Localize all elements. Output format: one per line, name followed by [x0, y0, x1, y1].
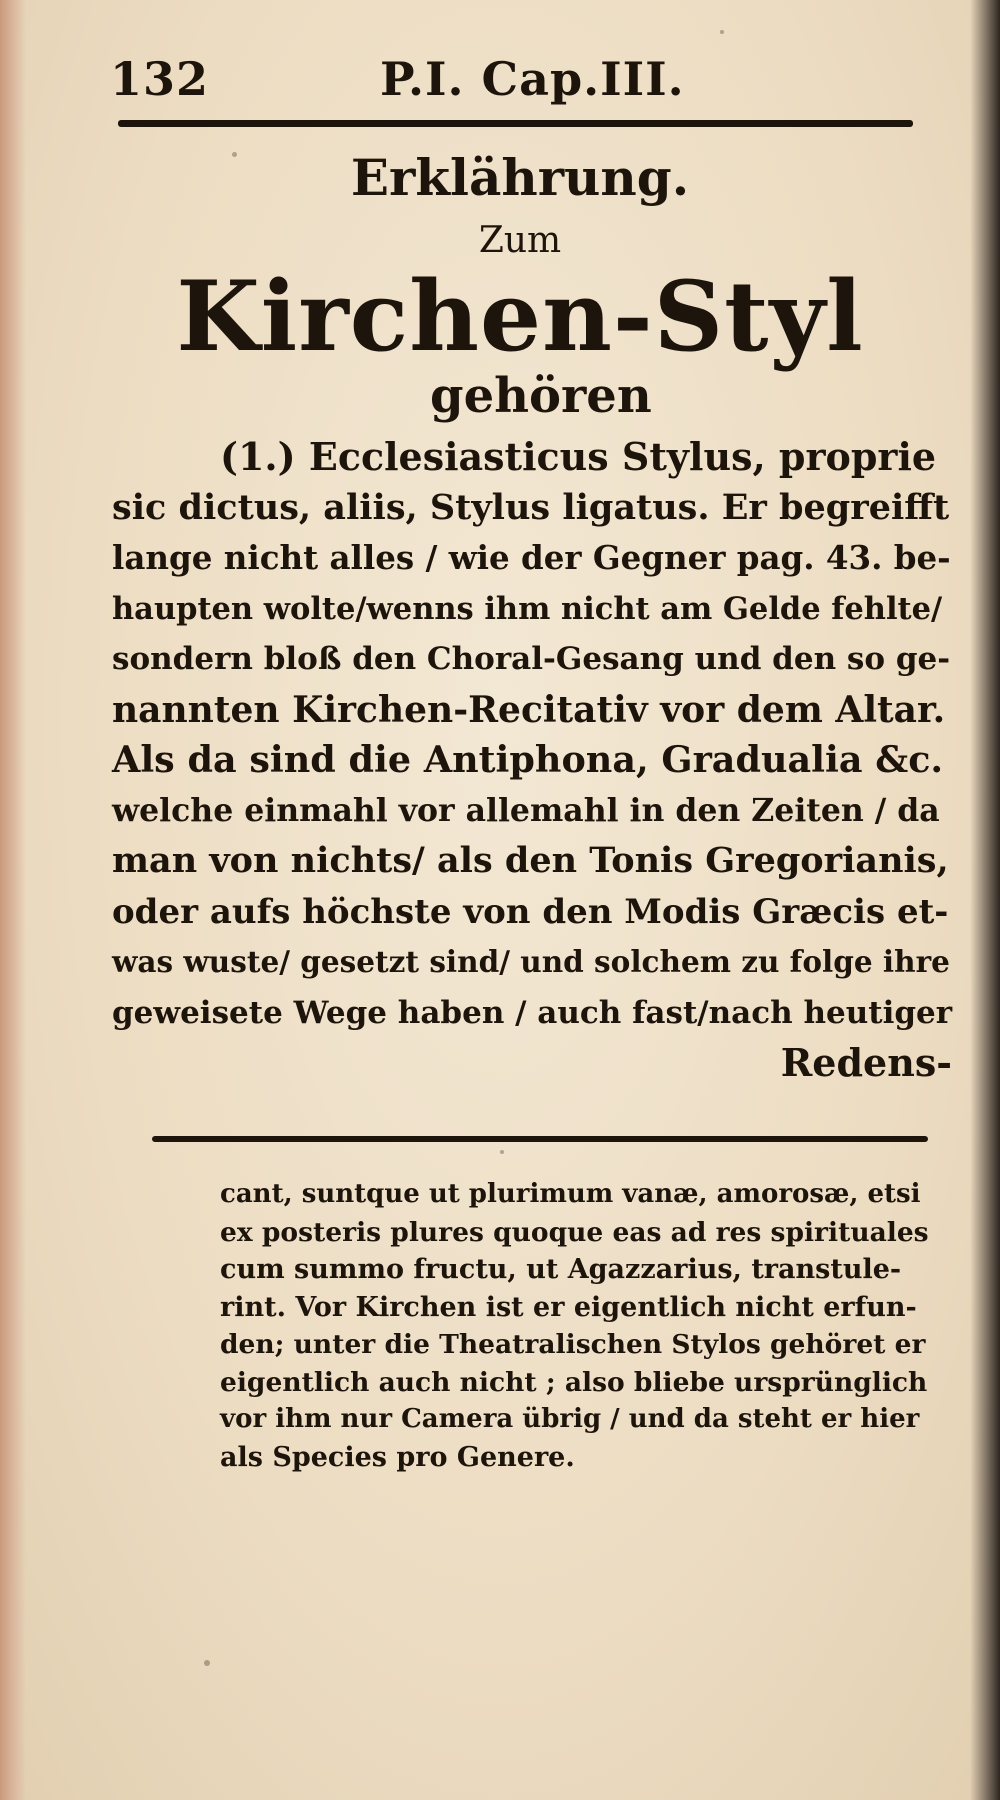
heading-title: Erklährung. — [350, 148, 690, 207]
running-head: P.I. Cap.III. — [380, 52, 685, 106]
body-line: Als da sind die Antiphona, Gradualia &c. — [112, 738, 944, 781]
header-rule — [118, 120, 913, 127]
body-line: (1.) Ecclesiasticus Stylus, proprie — [220, 434, 937, 479]
footnote-line: cum summo fructu, ut Agazzarius, transtule- — [220, 1254, 902, 1285]
footnote-line: rint. Vor Kirchen ist er eigentlich nicht erfun- — [220, 1291, 917, 1323]
body-text — [112, 432, 952, 1089]
paper-speck — [500, 1150, 504, 1154]
footnote-line: ex posteris plures quoque eas ad res spirituales — [220, 1216, 929, 1248]
body-line: was wuste/ gesetzt sind/ und solchem zu folge ihre — [112, 944, 950, 979]
paper-speck — [232, 152, 237, 157]
footnote-line: den; unter die Theatralischen Stylos gehöret er — [220, 1329, 926, 1360]
body-line: welche einmahl vor allemahl in den Zeiten / da — [112, 791, 940, 829]
body-line: nannten Kirchen-Recitativ vor dem Altar. — [112, 688, 946, 731]
body-line: lange nicht alles / wie der Gegner pag. 43. be- — [112, 538, 951, 577]
body-line: sondern bloß den Choral-Gesang und den so ge- — [112, 641, 951, 677]
heading-sub: Zum — [478, 220, 562, 261]
page-number: 132 — [110, 52, 210, 106]
footnote-rule — [152, 1136, 928, 1142]
page-left-edge — [0, 0, 26, 1800]
footnote-line: vor ihm nur Camera übrig / und da steht er hier — [220, 1404, 920, 1434]
body-line: oder aufs höchste von den Modis Græcis et- — [112, 891, 949, 932]
catchword: Redens- — [780, 1040, 952, 1085]
footnote-line: eigentlich auch nicht ; also bliebe ursprünglich — [220, 1366, 928, 1398]
footnote-text — [220, 1176, 930, 1476]
heading-main-topic: Kirchen-Styl — [176, 260, 864, 373]
paper-speck — [204, 1660, 210, 1666]
page-right-edge — [970, 0, 1000, 1800]
footnote-line: cant, suntque ut plurimum vanæ, amorosæ, etsi — [220, 1179, 921, 1209]
footnote-line: als Species pro Genere. — [220, 1441, 575, 1473]
body-line: geweisete Wege haben / auch fast/nach heutiger — [112, 994, 953, 1031]
heading-verb: gehören — [430, 368, 652, 424]
body-line: man von nichts/ als den Tonis Gregorianis, — [112, 840, 949, 881]
paper-speck — [720, 30, 724, 34]
body-line: haupten wolte/wenns ihm nicht am Gelde fehlte/ — [112, 590, 943, 627]
page-header — [110, 52, 910, 112]
body-line: sic dictus, aliis, Stylus ligatus. Er begreifft — [112, 486, 950, 528]
